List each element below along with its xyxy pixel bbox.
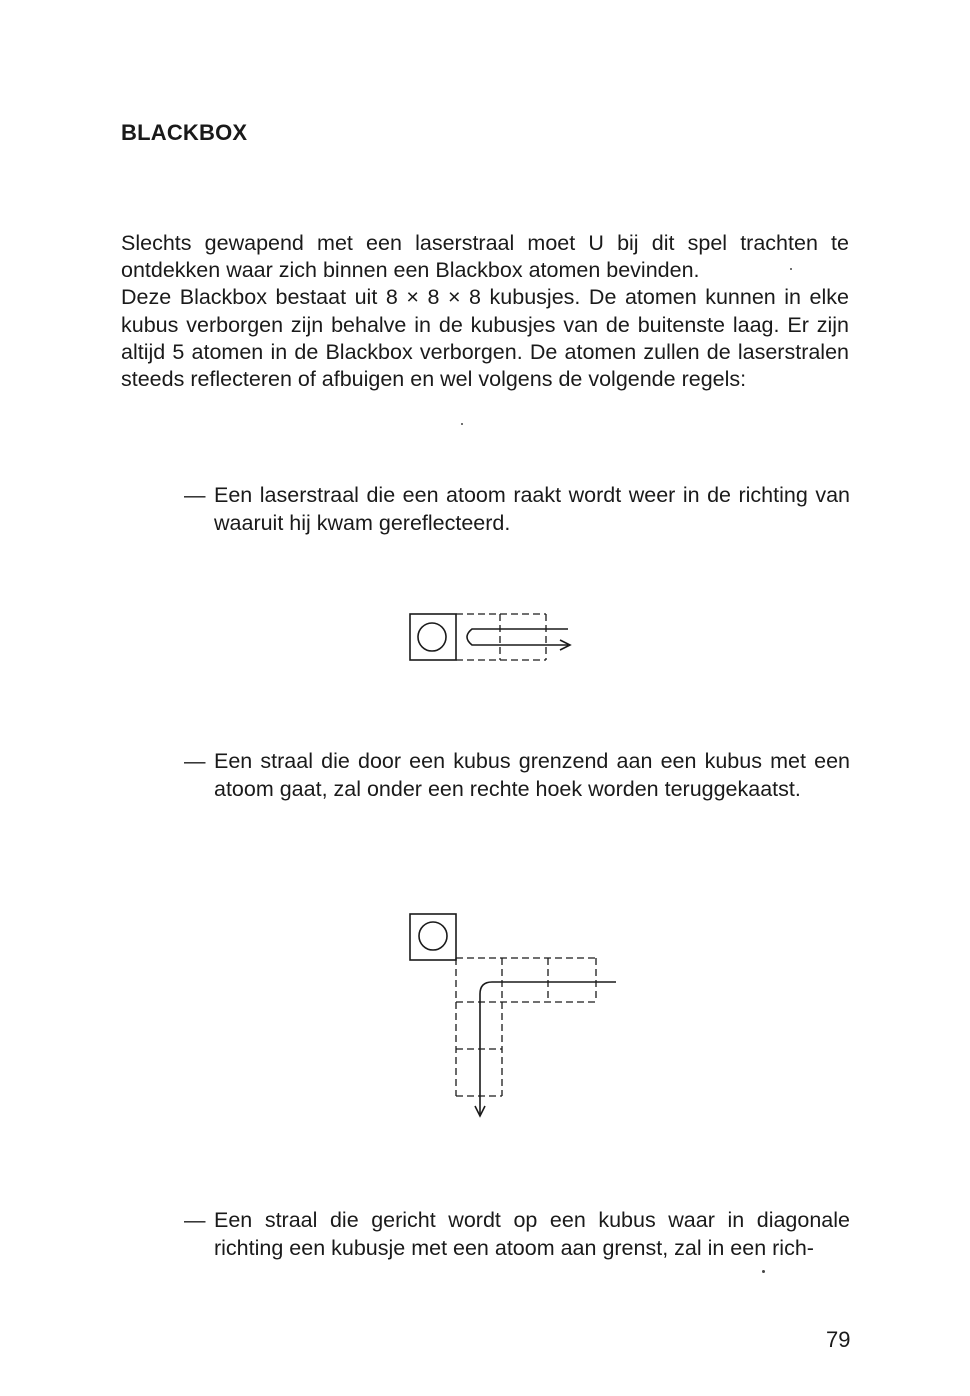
rule-text: Een straal die door een kubus grenzend aan een kubus met een atoom gaat, zal onder een rechte hoek worden teruggekaatst.	[214, 749, 850, 801]
scan-speck	[461, 423, 463, 425]
rule-dash: —	[184, 749, 206, 773]
atom-icon	[418, 623, 446, 651]
intro-text	[121, 230, 849, 393]
rule-dash: —	[184, 1208, 206, 1232]
rule-text: Een straal die gericht wordt op een kubus waar in diagonale richting een kubusje met een atoom aan grenst, zal in een rich-	[214, 1208, 850, 1260]
atom-cube	[410, 614, 456, 660]
beam-path	[480, 982, 616, 1114]
rule-item	[184, 481, 850, 537]
beam-path	[467, 629, 568, 645]
atom-icon	[419, 922, 447, 950]
rule-text: Een laserstraal die een atoom raakt wordt weer in de richting van waaruit hij kwam gereflecteerd.	[214, 483, 850, 535]
rule-dash: —	[184, 483, 206, 507]
rule-item	[184, 1206, 850, 1262]
rule-item	[184, 747, 850, 803]
section-heading: BLACKBOX	[121, 120, 248, 145]
intro-paragraph-2: Deze Blackbox bestaat uit 8 × 8 × 8 kubusjes. De atomen kunnen in elke kubus verborgen zijn behalve in de kubusjes van de buitenste laag. Er zijn altijd 5 atomen in de Blackbox verborgen. De atomen zullen de laserstralen steeds reflecteren of afbuigen en wel volgens de volgende regels:	[121, 285, 849, 392]
intro-paragraph-1: Slechts gewapend met een laserstraal moet U bij dit spel trachten te ontdekken waar zich binnen een Blackbox atomen bevinden.	[121, 231, 849, 283]
arrow-head-icon	[475, 1106, 485, 1116]
page-number: 79	[826, 1327, 851, 1352]
arrow-head-icon	[560, 640, 570, 650]
scan-speck	[790, 268, 792, 270]
scan-speck	[762, 1270, 765, 1273]
atom-cube	[410, 914, 456, 960]
